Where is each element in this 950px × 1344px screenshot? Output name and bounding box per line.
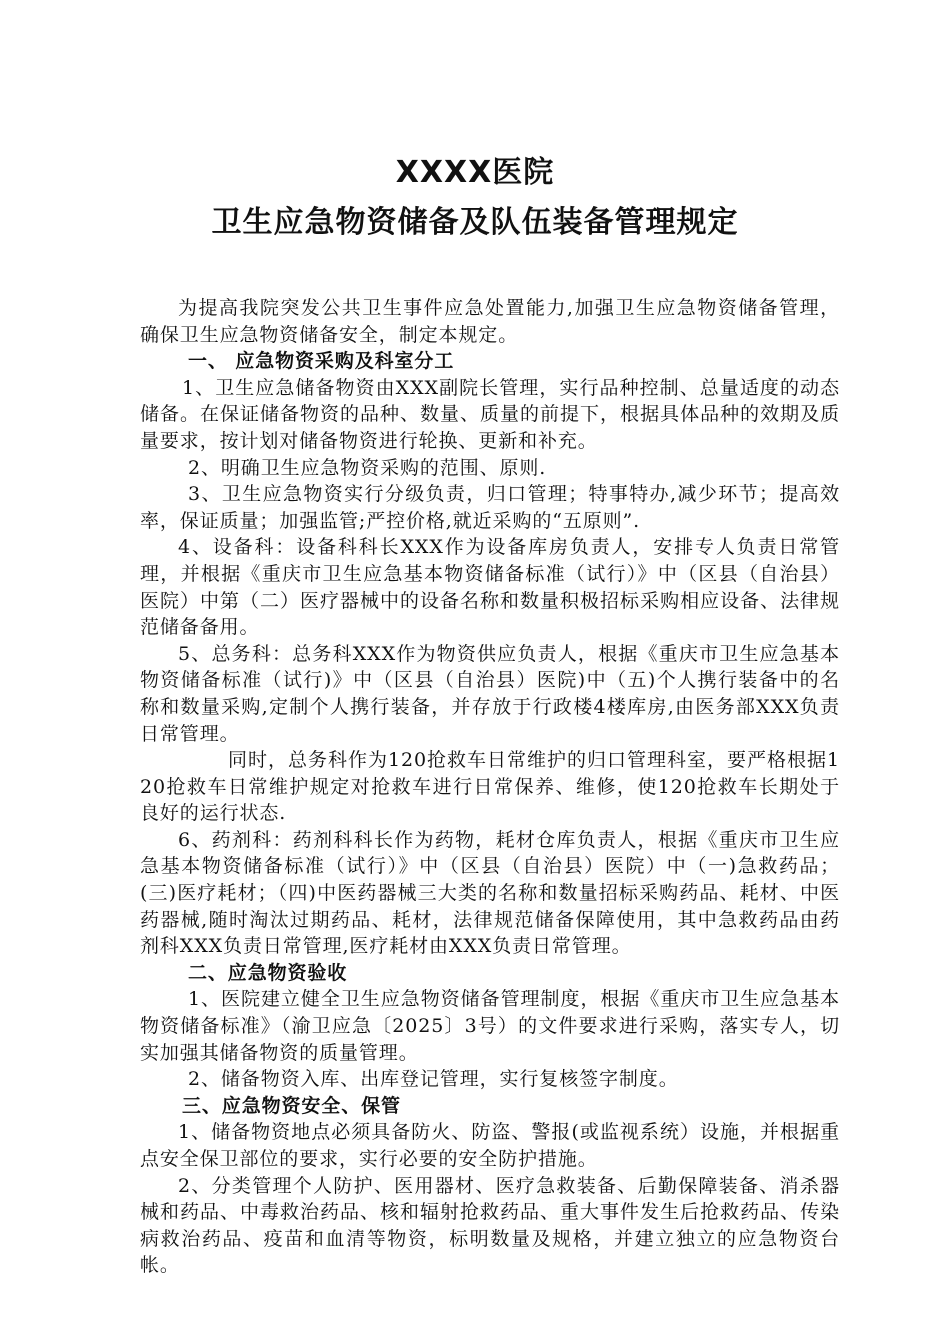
- section-2-heading: 二、应急物资验收: [188, 961, 348, 984]
- section-1-paragraph-1: 1、卫生应急储备物资由XXX副院长管理，实行品种控制、总量适度的动态储备。在保证储备物资的品种、数量、质量的前提下，根据具体品种的效期及质量要求，按计划对储备物资进行轮换、更新和补充。: [140, 376, 840, 452]
- section-1-paragraph-7: 6、药剂科：药剂科科长作为药物，耗材仓库负责人，根据《重庆市卫生应急基本物资储备标准（试行）》中（区县（自治县）医院）中（一)急救药品；(三)医疗耗材；（四)中医药器械三大类的名称和数量招标采购药品、耗材、中医药器械,随时淘汰过期药品、耗材，法律规范储备保障使用，其中急救药品由药剂科XXX负责日常管理,医疗耗材由XXX负责日常管理。: [140, 828, 840, 958]
- section-1-paragraph-6: 同时，总务科作为120抢救车日常维护的归口管理科室，要严格根据120抢救车日常维护规定对抢救车进行日常保养、维修，使120抢救车长期处于良好的运行状态.: [140, 749, 840, 825]
- section-3-heading: 三、应急物资安全、保管: [182, 1094, 401, 1117]
- section-1-heading: 一、 应急物资采购及科室分工: [188, 350, 455, 373]
- section-3-paragraph-1: 1、储备物资地点必须具备防火、防盗、警报(或监视系统）设施，并根据重点安全保卫部位的要求，实行必要的安全防护措施。: [140, 1121, 840, 1170]
- section-1-paragraph-3: 3、卫生应急物资实行分级负责，归口管理；特事特办,减少环节；提高效率，保证质量；加强监管;严控价格,就近采购的“五原则”.: [140, 483, 840, 532]
- section-1-paragraph-5: 5、总务科：总务科XXX作为物资供应负责人，根据《重庆市卫生应急基本物资储备标准（试行)》中（区县（自治县）医院)中（五)个人携行装备中的名称和数量采购,定制个人携行装备，并存放于行政楼4楼库房,由医务部XXX负责日常管理。: [140, 642, 840, 745]
- section-1-paragraph-2: 2、明确卫生应急物资采购的范围、原则.: [188, 456, 547, 479]
- document-title-hospital: XXXX医院: [395, 155, 555, 190]
- section-2-paragraph-1: 1、医院建立健全卫生应急物资储备管理制度，根据《重庆市卫生应急基本物资储备标准》（渝卫应急〔2025〕3号）的文件要求进行采购，落实专人，切实加强其储备物资的质量管理。: [140, 988, 840, 1064]
- section-3-paragraph-2: 2、分类管理个人防护、医用器材、医疗急救装备、后勤保障装备、消杀器械和药品、中毒救治药品、核和辐射抢救药品、重大事件发生后抢救药品、传染病救治药品、疫苗和血清等物资，标明数量及规格，并建立独立的应急物资台帐。: [140, 1174, 840, 1277]
- document-title-regulation: 卫生应急物资储备及队伍装备管理规定: [211, 205, 739, 240]
- intro-paragraph: 为提高我院突发公共卫生事件应急处置能力,加强卫生应急物资储备管理，确保卫生应急物资储备安全，制定本规定。: [140, 297, 840, 346]
- section-2-paragraph-2: 2、储备物资入库、出库登记管理，实行复核签字制度。: [188, 1068, 679, 1091]
- document-body: [140, 295, 840, 1279]
- section-1-paragraph-4: 4、设备科：设备科科长XXX作为设备库房负责人，安排专人负责日常管理，并根据《重庆市卫生应急基本物资储备标准（试行）》中（区县（自治县）医院）中第（二）医疗器械中的设备名称和数量积极招标采购相应设备、法律规范储备备用。: [140, 536, 840, 639]
